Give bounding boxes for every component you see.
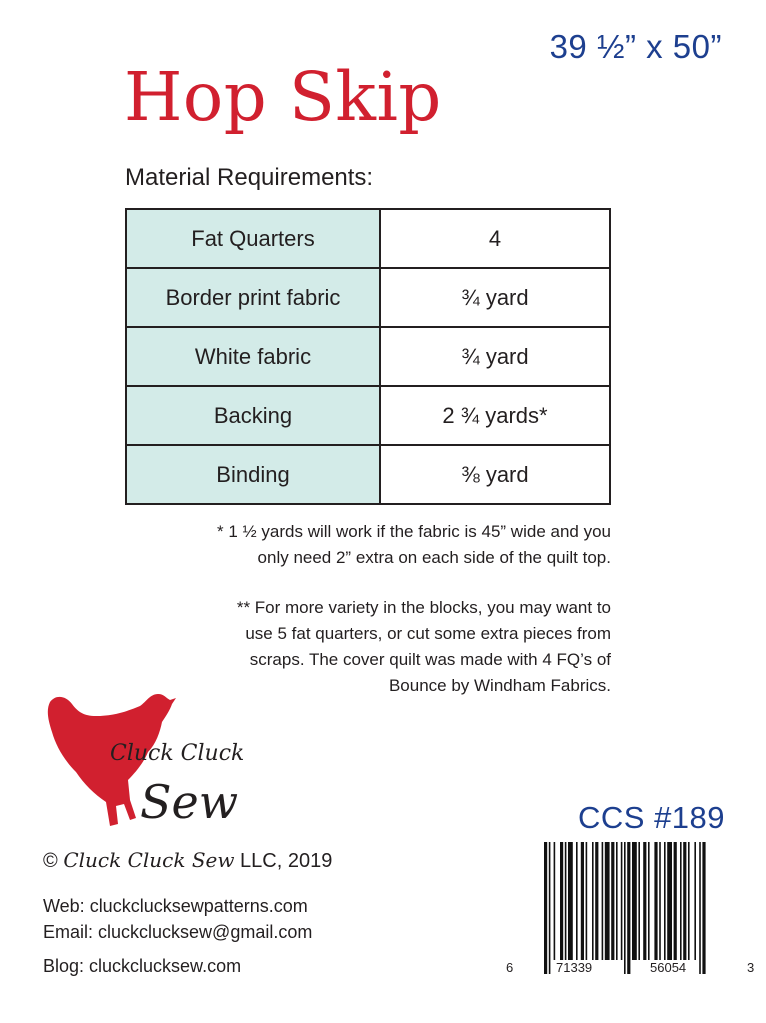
- materials-row: [126, 386, 610, 445]
- barcode-bar: [586, 842, 588, 960]
- material-item: White fabric: [126, 327, 380, 386]
- barcode-digit: 56054: [650, 960, 687, 975]
- pattern-title: Hop Skip: [124, 58, 442, 136]
- barcode-digit: 71339: [556, 960, 593, 975]
- material-quantity: 4: [380, 209, 610, 268]
- note-line: Bounce by Windham Fabrics.: [388, 676, 611, 695]
- barcode-bar: [605, 842, 610, 960]
- variety-note: [237, 595, 611, 699]
- blog-contact: Blog: cluckclucksew.com: [43, 956, 242, 976]
- barcode-bar: [638, 842, 640, 960]
- barcode: [500, 840, 758, 980]
- cluck-cluck-sew-logo: [44, 690, 264, 830]
- barcode-bar: [621, 842, 623, 960]
- materials-row: [126, 327, 610, 386]
- materials-row: [126, 445, 610, 504]
- barcode-bar: [568, 842, 573, 960]
- barcode-bar: [581, 842, 584, 960]
- quilt-size: 39 ½” x 50”: [549, 28, 722, 65]
- materials-row: [126, 209, 610, 268]
- barcode-bar: [699, 842, 701, 974]
- materials-heading: Material Requirements:: [125, 164, 374, 191]
- barcode-bar: [554, 842, 556, 960]
- copyright-line: [43, 848, 332, 873]
- barcode-bar: [659, 842, 661, 960]
- barcode-bar: [560, 842, 563, 960]
- note-line: scraps. The cover quilt was made with 4 FQ’s of: [249, 650, 611, 669]
- barcode-bar: [674, 842, 677, 960]
- barcode-bar: [549, 842, 551, 974]
- copyright-text: LLC, 2019: [240, 850, 333, 872]
- material-quantity: ¾ yard: [380, 268, 610, 327]
- material-item: Border print fabric: [126, 268, 380, 327]
- note-line: use 5 fat quarters, or cut some extra pieces from: [245, 624, 611, 643]
- barcode-bar: [688, 842, 690, 960]
- barcode-bar: [654, 842, 657, 960]
- barcode-bar: [664, 842, 666, 960]
- barcode-bar: [595, 842, 598, 960]
- copyright-brand: Cluck Cluck Sew: [63, 848, 235, 872]
- materials-table: [125, 208, 611, 505]
- material-quantity: ⅜ yard: [380, 445, 610, 504]
- barcode-digit: 6: [506, 960, 514, 975]
- note-line: only need 2” extra on each side of the quilt top.: [257, 548, 611, 567]
- barcode-bar: [602, 842, 604, 960]
- note-line: ** For more variety in the blocks, you may want to: [236, 598, 611, 617]
- materials-row: [126, 268, 610, 327]
- barcode-bar: [624, 842, 626, 974]
- barcode-bars: [544, 842, 706, 974]
- barcode-bar: [616, 842, 618, 960]
- material-item: Backing: [126, 386, 380, 445]
- barcode-bar: [667, 842, 672, 960]
- material-item: Binding: [126, 445, 380, 504]
- logo-line1: Cluck Cluck: [110, 741, 245, 766]
- material-quantity: ¾ yard: [380, 327, 610, 386]
- logo-line2: Sew: [140, 775, 239, 829]
- barcode-bar: [576, 842, 578, 960]
- barcode-bar: [648, 842, 650, 960]
- barcode-bar: [627, 842, 630, 974]
- barcode-bar: [643, 842, 646, 960]
- barcode-bar: [592, 842, 594, 960]
- barcode-bar: [632, 842, 637, 960]
- barcode-bar: [565, 842, 567, 960]
- material-quantity: 2 ¾ yards*: [380, 386, 610, 445]
- web-contact: Web: cluckclucksewpatterns.com: [43, 896, 308, 916]
- barcode-bar: [544, 842, 547, 974]
- backing-note: [217, 519, 611, 571]
- material-item: Fat Quarters: [126, 209, 380, 268]
- barcode-bar: [683, 842, 686, 960]
- barcode-bar: [702, 842, 705, 974]
- email-contact: Email: cluckclucksew@gmail.com: [43, 922, 313, 942]
- barcode-bar: [611, 842, 614, 960]
- barcode-bar: [680, 842, 682, 960]
- barcode-digit: 3: [747, 960, 755, 975]
- catalog-code: CCS #189: [578, 800, 726, 835]
- note-line: * 1 ½ yards will work if the fabric is 45” wide and you: [216, 522, 611, 541]
- barcode-bar: [694, 842, 696, 960]
- copyright-symbol: ©: [43, 850, 58, 872]
